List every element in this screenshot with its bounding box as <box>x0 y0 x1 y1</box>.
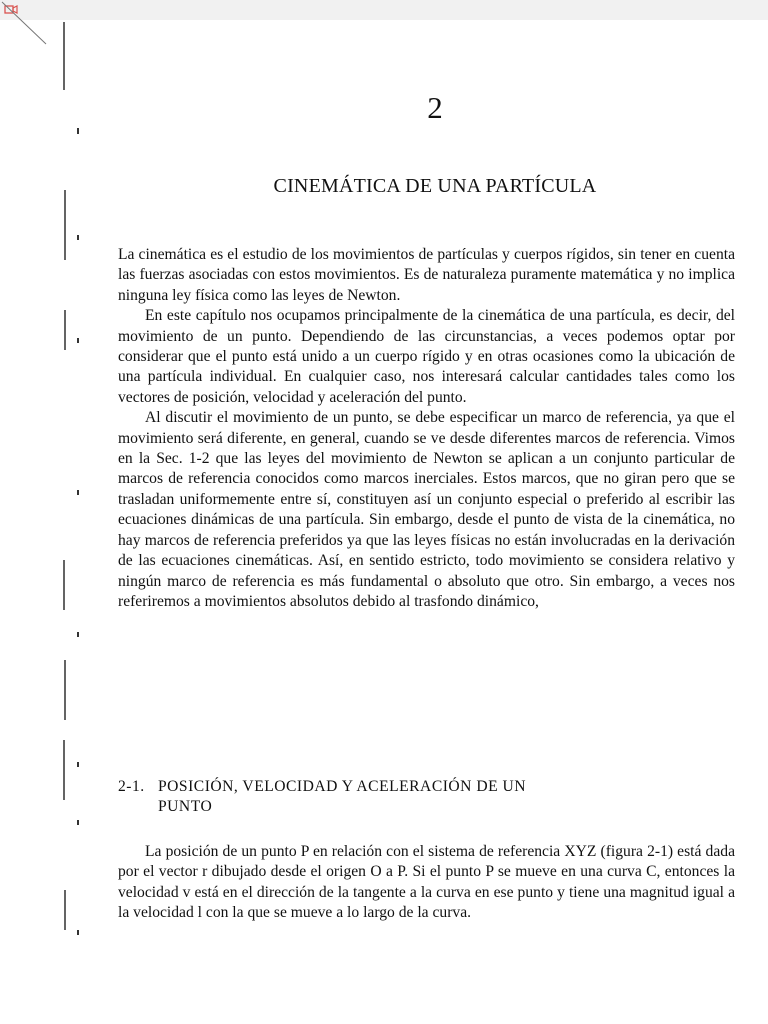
section-text <box>118 842 735 924</box>
scan-corner-mark <box>0 0 48 46</box>
section-heading <box>118 777 618 818</box>
section-number: 2-1. <box>118 778 145 795</box>
chapter-title: CINEMÁTICA DE UNA PARTÍCULA <box>273 175 597 197</box>
section-paragraph: La posición de un punto P en relación con el sistema de referencia XYZ (figura 2-1) está dada por el vector r dibujado desde el origen O a P. Si el punto P se mueve en una curva C, entonces la velocidad v está en el dirección de la tangente a la curva en ese punto y tiene una magnitud igual a la velocidad l con la que se mueve a lo largo de la curva. <box>118 843 735 922</box>
intro-paragraph-1: La cinemática es el estudio de los movimientos de partículas y cuerpos rígidos, sin tener en cuenta las fuerzas asociadas con estos movimientos. Es de naturaleza puramente matemática y no implica ninguna ley física como las leyes de Newton. <box>118 246 735 304</box>
viewer-toolbar <box>0 0 768 20</box>
scan-margin-marks <box>56 20 86 1020</box>
intro-paragraph-2: En este capítulo nos ocupamos principalmente de la cinemática de una partícula, es decir, del movimiento de un punto. Dependiendo de las circunstancias, a veces podemos optar por considerar que el punto está unido a un cuerpo rígido y en otras ocasiones como la ubicación de una partícula individual. En cualquier caso, nos interesará calcular cantidades tales como los vectores de posición, velocidad y aceleración del punto. <box>118 307 735 406</box>
section-title-line-2: PUNTO <box>158 798 213 816</box>
chapter-number: 2 <box>427 90 443 125</box>
intro-text <box>118 245 735 612</box>
intro-paragraph-3: Al discutir el movimiento de un punto, se debe especificar un marco de referencia, ya que el movimiento será diferente, en general, cuando se ve desde diferentes marcos de referencia. Vimos en la Sec. 1-2 que las leyes del movimiento de Newton se aplican a un conjunto particular de marcos de referencia conocidos como marcos inerciales. Estos marcos, que no giran pero que se trasladan uniformemente entre sí, constituyen así un conjunto especial o preferido al escribir las ecuaciones dinámicas de una partícula. Sin embargo, desde el punto de vista de la cinemática, no hay marcos de referencia preferidos ya que las leyes físicas no están involucradas en la derivación de las ecuaciones cinemáticas. Así, en sentido estricto, todo movimiento se considera relativo y ningún marco de referencia es más fundamental o absoluto que otro. Sin embargo, a veces nos referiremos a movimientos absolutos debido al trasfondo dinámico, <box>118 409 735 610</box>
section-title-line-1: POSICIÓN, VELOCIDAD Y ACELERACIÓN DE UN <box>158 778 527 795</box>
